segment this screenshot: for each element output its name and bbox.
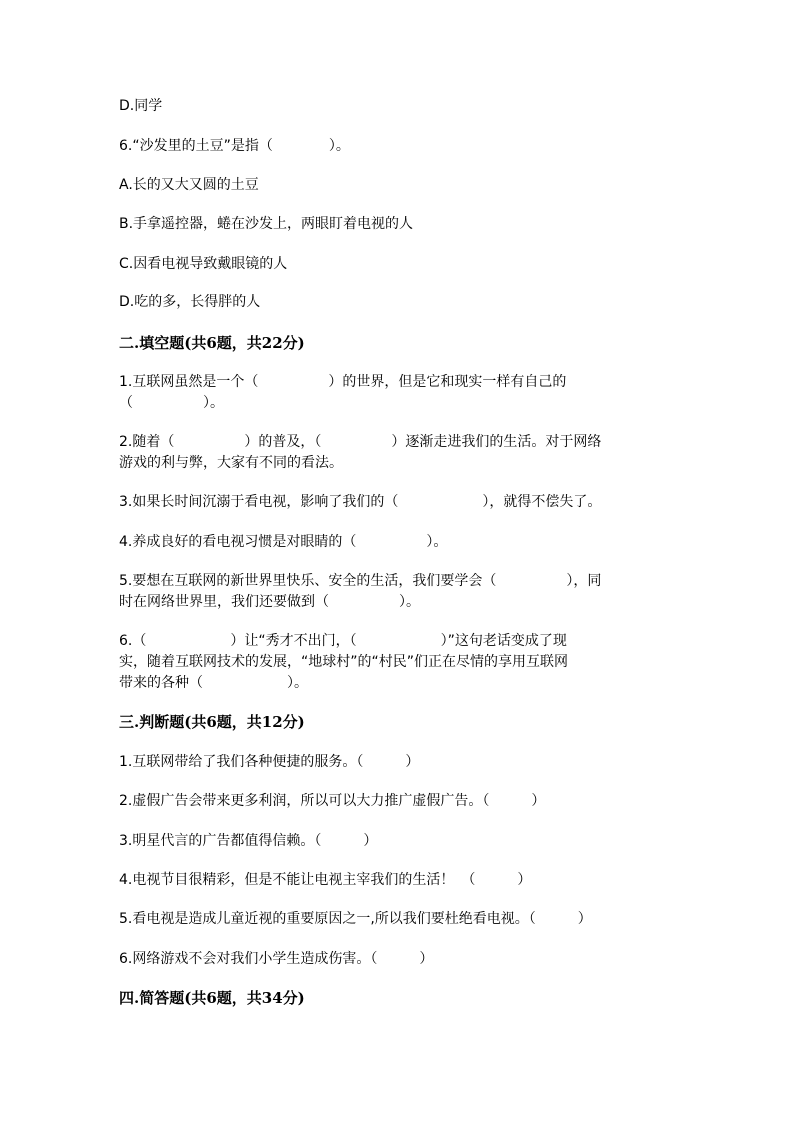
- fill-blank-line: 带来的各种（ ）。: [119, 675, 308, 691]
- section-heading-fill-blank: 二.填空题(共6题，共22分): [119, 334, 305, 352]
- fill-blank-line: 6.（ ）让“秀才不出门，（ ）”这句老话变成了现: [119, 633, 567, 649]
- true-false-question: 3.明星代言的广告都值得信赖。（ ）: [119, 833, 378, 849]
- question-5-option-d: D.同学: [119, 98, 163, 114]
- question-6-stem: 6.“沙发里的土豆”是指（ ）。: [119, 138, 350, 154]
- fill-blank-line: 时在网络世界里，我们还要做到（ ）。: [119, 594, 420, 610]
- fill-blank-line: 5.要想在互联网的新世界里快乐、安全的生活，我们要学会（ ），同: [119, 573, 602, 589]
- true-false-question: 6.网络游戏不会对我们小学生造成伤害。（ ）: [119, 951, 434, 967]
- fill-blank-line: 3.如果长时间沉溺于看电视，影响了我们的（ ），就得不偿失了。: [119, 494, 602, 510]
- true-false-question: 5.看电视是造成儿童近视的重要原因之一,所以我们要杜绝看电视。（ ）: [119, 911, 592, 927]
- fill-blank-line: 实，随着互联网技术的发展，“地球村”的“村民”们正在尽情的享用互联网: [119, 654, 569, 670]
- true-false-question: 1.互联网带给了我们各种便捷的服务。（ ）: [119, 754, 420, 770]
- true-false-question: 2.虚假广告会带来更多利润，所以可以大力推广虚假广告。（ ）: [119, 793, 546, 809]
- fill-blank-line: 1.互联网虽然是一个（ ）的世界，但是它和现实一样有自己的: [119, 374, 567, 390]
- question-6-option-a: A.长的又大又圆的土豆: [119, 177, 259, 193]
- section-heading-true-false: 三.判断题(共6题，共12分): [119, 713, 305, 731]
- fill-blank-line: 2.随着（ ）的普及，（ ）逐渐走进我们的生活。对于网络: [119, 434, 602, 450]
- question-6-option-d: D.吃的多，长得胖的人: [119, 294, 261, 310]
- question-6-option-b: B.手拿遥控器，蜷在沙发上，两眼盯着电视的人: [119, 216, 414, 232]
- true-false-question: 4.电视节目很精彩，但是不能让电视主宰我们的生活！ （ ）: [119, 872, 532, 888]
- question-6-option-c: C.因看电视导致戴眼镜的人: [119, 256, 288, 272]
- fill-blank-line: （ ）。: [119, 395, 224, 411]
- fill-blank-line: 4.养成良好的看电视习惯是对眼睛的（ ）。: [119, 534, 448, 550]
- fill-blank-line: 游戏的利与弊，大家有不同的看法。: [119, 455, 343, 471]
- section-heading-short-answer: 四.简答题(共6题，共34分): [119, 989, 305, 1007]
